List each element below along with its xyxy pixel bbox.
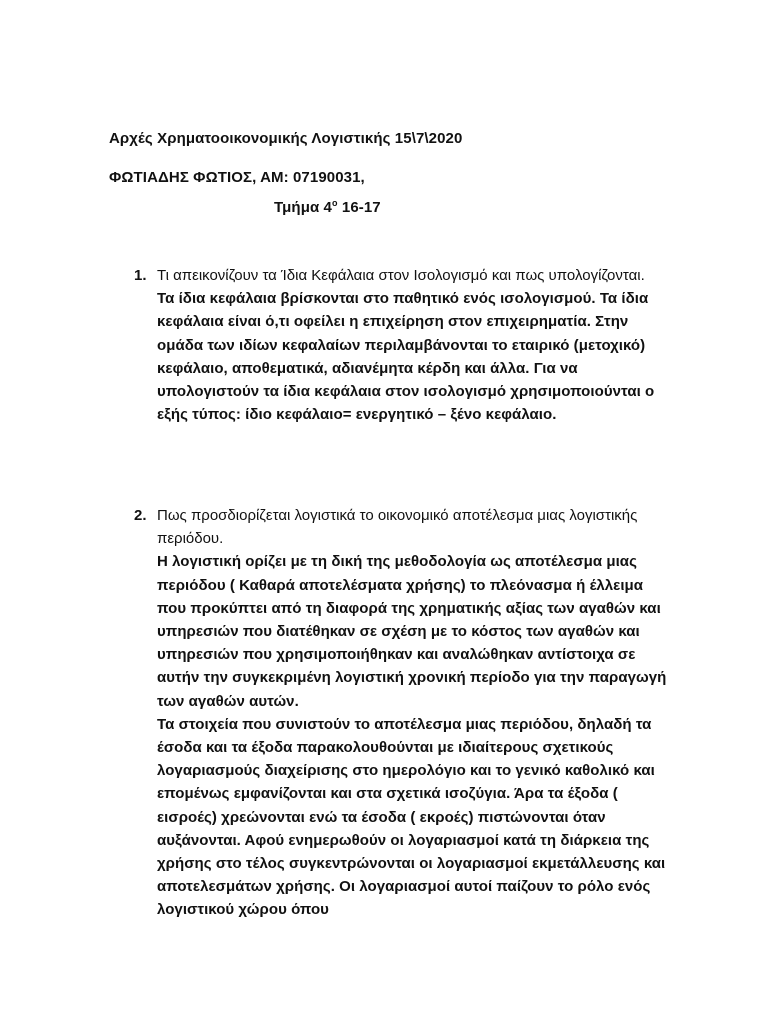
- question-text: Πως προσδιορίζεται λογιστικά το οικονομικό αποτέλεσμα μιας λογιστικής περιόδου.: [157, 507, 638, 548]
- question-body: [157, 264, 667, 426]
- section-superscript: ο: [332, 198, 338, 208]
- question-body: [157, 504, 667, 922]
- section-prefix: Τμήμα 4: [274, 199, 332, 216]
- question-text: Τι απεικονίζουν τα Ίδια Κεφάλαια στον Ισολογισμό και πως υπολογίζονται.: [157, 267, 645, 284]
- answer-paragraph: Τα ίδια κεφάλαια βρίσκονται στο παθητικό ενός ισολογισμού. Τα ίδια κεφάλαια είναι ό,τι οφείλει η επιχείρηση στον επιχειρηματία. Στην ομάδα των ιδίων κεφαλαίων περιλαμβάνονται το εταιρικό (μετοχικό) κεφάλαιο, αποθεματικά, αδιανέμητα κέρδη και άλλα. Για να υπολογιστούν τα ίδια κεφάλαια στον ισολογισμό χρησιμοποιούνται ο εξής τύπος: ίδιο κεφάλαιο= ενεργητικό – ξένο κεφάλαιο.: [157, 290, 655, 424]
- document-title: Αρχές Χρηματοοικονομικής Λογιστικής 15\7\2020: [109, 130, 463, 147]
- question-number: 2.: [134, 507, 147, 524]
- answer-paragraph: Τα στοιχεία που συνιστούν το αποτέλεσμα μιας περιόδου, δηλαδή τα έσοδα και τα έξοδα παρακολουθούνται με ιδιαίτερους σχετικούς λογαριασμούς διαχείρισης στο ημερολόγιο και το γενικό καθολικό και επομένως εμφανίζονται και στα σχετικά ισοζύγια. Άρα τα έξοδα ( εισροές) χρεώνονται ενώ τα έσοδα ( εκροές) πιστώνονται όταν αυξάνονται. Αφού ενημερωθούν οι λογαριασμοί κατά τη διάρκεια της χρήσης στο τέλος συγκεντρώνονται οι λογαριασμοί εκμετάλλευσης και αποτελεσμάτων χρήσης. Οι λογαριασμοί αυτοί παίζουν το ρόλο ενός λογιστικού χώρου όπου: [157, 715, 666, 919]
- answer-text: [157, 287, 667, 426]
- question-number: 1.: [134, 267, 147, 284]
- section-suffix: 16-17: [337, 199, 381, 216]
- section-line: [274, 199, 381, 216]
- answer-paragraph: Η λογιστική ορίζει με τη δική της μεθοδολογία ως αποτέλεσμα μιας περιόδου ( Καθαρά αποτελέσματα χρήσης) το πλεόνασμα ή έλλειμα που προκύπτει από τη διαφορά της χρηματικής αξίας των αγαθών και υπηρεσιών που διατέθηκαν σε σχέση με το κόστος των αγαθών και υπηρεσιών που χρησιμοποιήθηκαν και αναλώθηκαν αντίστοιχα σε αυτήν την συγκεκριμένη λογιστική χρονική περίοδο για την παραγωγή των αγαθών αυτών.: [157, 553, 667, 710]
- author-line: ΦΩΤΙΑΔΗΣ ΦΩΤΙΟΣ, ΑΜ: 07190031,: [109, 169, 365, 186]
- answer-text: [157, 550, 667, 921]
